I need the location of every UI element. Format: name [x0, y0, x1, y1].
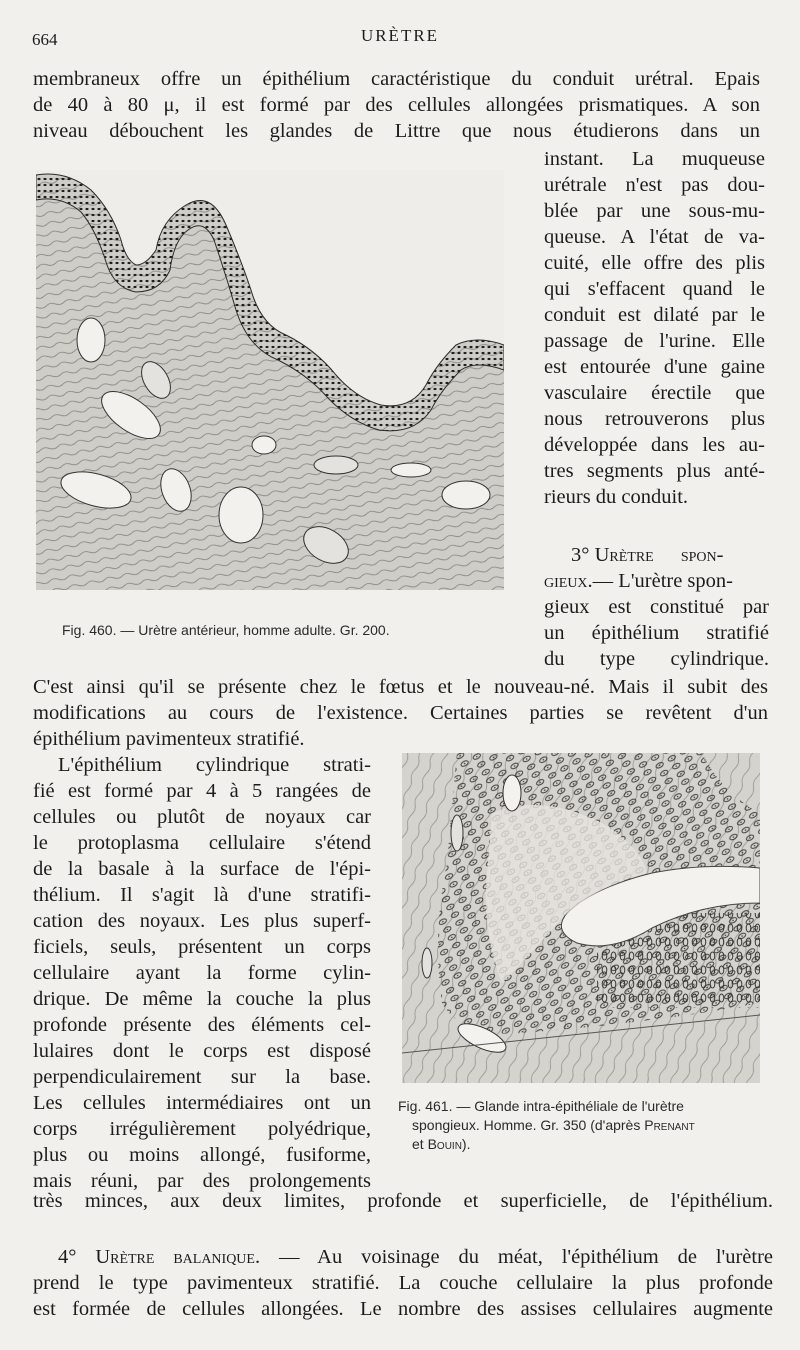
- text-line: lulaires dont le corps est disposé: [33, 1040, 371, 1062]
- text-line: le protoplasma cellulaire s'étend: [33, 832, 371, 854]
- text-line: très minces, aux deux limites, profonde et superficielle, de l'épithélium.: [33, 1190, 773, 1212]
- text-line: gieux est constitué par: [544, 596, 769, 618]
- text-line: mais réuni, par des prolongements: [33, 1170, 371, 1192]
- text-line: cellules ou plutôt de noyaux car: [33, 806, 371, 828]
- text-line: prend le type pavimenteux stratifié. La couche cellulaire la plus profonde: [33, 1272, 773, 1294]
- text-line: niveau débouchent les glandes de Littre que nous étudierons dans un: [33, 120, 760, 142]
- figure-461-caption-line2: spongieux. Homme. Gr. 350 (d'après Prenant: [412, 1117, 695, 1133]
- text-line: drique. De même la couche la plus: [33, 988, 371, 1010]
- text-line: rieurs du conduit.: [544, 486, 689, 508]
- text-line: C'est ainsi qu'il se présente chez le fœtus et le nouveau-né. Mais il subit des: [33, 676, 768, 698]
- text-line: profonde présente des éléments cel-: [33, 1014, 371, 1036]
- text-line: qui s'effacent quand le: [544, 278, 765, 300]
- text-line: de 40 à 80 μ, il est formé par des cellules allongées prismatiques. A son: [33, 94, 760, 116]
- text-line: fié est formé par 4 à 5 rangées de: [33, 780, 371, 802]
- figure-460-micrograph: [36, 170, 504, 590]
- text-line: vasculaire érectile que: [544, 382, 765, 404]
- text-line: blée par une sous-mu-: [544, 200, 765, 222]
- text-line: corps irrégulièrement polyédrique,: [33, 1118, 371, 1140]
- text-line: modifications au cours de l'existence. Certaines parties se revêtent d'un: [33, 702, 768, 724]
- figure-461-caption-line1: Fig. 461. — Glande intra-épithéliale de l'urètre: [398, 1098, 684, 1114]
- text-line: est formée de cellules allongées. Le nombre des assises cellulaires augmente: [33, 1298, 773, 1320]
- section-4-heading: 4° Urètre balanique. — Au voisinage du méat, l'épithélium de l'urètre: [58, 1246, 774, 1268]
- text-line: perpendiculairement sur la base.: [33, 1066, 371, 1088]
- text-line: urétrale n'est pas dou-: [544, 174, 765, 196]
- text-line: cuité, elle offre des plis: [544, 252, 765, 274]
- section-3-heading-cont: gieux.— L'urètre spon-: [544, 570, 733, 592]
- text-line: cellulaire ayant la forme cylin-: [33, 962, 371, 984]
- text-line: développée dans les au-: [544, 434, 765, 456]
- text-line: cation des noyaux. Les plus superf-: [33, 910, 371, 932]
- figure-461-caption-line3: et Bouin).: [412, 1136, 471, 1152]
- running-title: URÈTRE: [360, 26, 440, 45]
- text-line: L'épithélium cylindrique strati-: [58, 754, 371, 776]
- figure-461-micrograph: [402, 753, 760, 1083]
- page-number: 664: [32, 30, 58, 49]
- text-line: du type cylindrique.: [544, 648, 769, 670]
- text-line: un épithélium stratifié: [544, 622, 769, 644]
- section-3-heading: 3° Urètre spon-: [571, 544, 724, 566]
- text-line: tres segments plus anté-: [544, 460, 765, 482]
- text-line: de la basale à la surface de l'épi-: [33, 858, 371, 880]
- text-line: conduit est dilaté par le: [544, 304, 765, 326]
- text-line: nous retrouverons plus: [544, 408, 765, 430]
- text-line: Les cellules intermédiaires ont un: [33, 1092, 371, 1114]
- text-line: épithélium pavimenteux stratifié.: [33, 728, 305, 750]
- figure-460-caption: Fig. 460. — Urètre antérieur, homme adulte. Gr. 200.: [62, 622, 390, 638]
- text-line: thélium. Il s'agit là d'une stratifi-: [33, 884, 371, 906]
- text-line: est entourée d'une gaine: [544, 356, 765, 378]
- text-line: queuse. A l'état de va-: [544, 226, 765, 248]
- text-line: passage de l'urine. Elle: [544, 330, 765, 352]
- text-line: membraneux offre un épithélium caractéristique du conduit urétral. Epais: [33, 68, 760, 90]
- text-line: instant. La muqueuse: [544, 148, 765, 170]
- text-line: ficiels, seuls, présentent un corps: [33, 936, 371, 958]
- text-line: plus ou moins allongé, fusiforme,: [33, 1144, 371, 1166]
